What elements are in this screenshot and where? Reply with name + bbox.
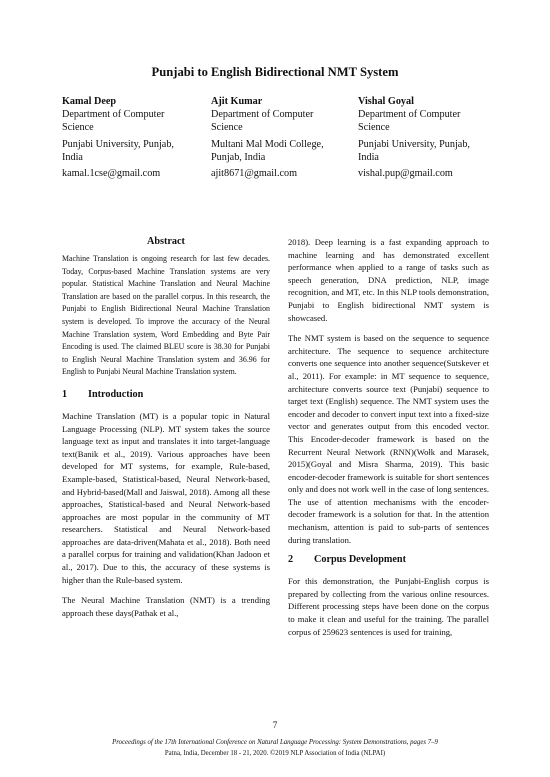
- author-affiliation: Multani Mal Modi College, Punjab, India: [211, 138, 324, 163]
- section-title: Corpus Development: [314, 554, 406, 566]
- paper-title: Punjabi to English Bidirectional NMT System: [151, 65, 399, 79]
- intro-paragraph-3: The NMT system is based on the sequence to sequence architecture. The sequence to sequence architecture converts one sequence into another sequence(Sutskever et al., 2011). For example: in MT sequence to sequence, architecture converts source text (Punjabi) sequence to target text (English) sequence. The NMT system uses the encoder and decoder to convert input text into a fixed-size vector and generates output from this encoded vector. This Encoder-decoder framework is based on the Recurrent Neural Network (RNN)(Wołk and Marasek, 2015)(Goyal and Misra Sharma, 2019). This basic encoder-decoder framework is suitable for short sentences only and does not work well in the case of long sentences. The use of attention mechanisms with the encoder-decoder framework is a solution for that. In the attention mechanism, attention is paid to sub-parts of sentences during translation.: [288, 333, 489, 545]
- section-number: 2: [288, 554, 294, 566]
- author-block-1: [62, 95, 197, 180]
- author-affiliation: Punjabi University, Punjab, India: [358, 138, 470, 163]
- footer-line-1: Proceedings of the 17th International Conference on Natural Language Processing: System Demonstrations, pages 7–9: [112, 739, 438, 746]
- author-department: Department of Computer Science: [211, 109, 314, 134]
- author-name: Ajit Kumar: [211, 96, 263, 107]
- footer-line-2: Patna, India, December 18 - 21, 2020. ©2019 NLP Association of India (NLPAI): [164, 750, 386, 757]
- author-email: ajit8671@gmail.com: [211, 168, 298, 180]
- author-name: Kamal Deep: [62, 96, 117, 107]
- author-block-2: [211, 95, 346, 180]
- author-department: Department of Computer Science: [358, 109, 461, 134]
- corpus-paragraph-1: For this demonstration, the Punjabi-English corpus is prepared by collecting from the various online resources. Different processing steps have been done on the corpus to make it clean and useful for the training. The parallel corpus of 259623 sentences is used for training,: [288, 576, 489, 637]
- author-name: Vishal Goyal: [358, 96, 414, 107]
- author-email: vishal.pup@gmail.com: [358, 168, 453, 180]
- section-heading-corpus: [288, 554, 489, 565]
- abstract-heading: Abstract: [147, 236, 185, 247]
- author-department: Department of Computer Science: [62, 109, 165, 134]
- page-number: 7: [272, 720, 278, 730]
- section-number: 1: [62, 388, 68, 400]
- author-block-3: [358, 95, 493, 180]
- left-column: [62, 236, 270, 627]
- intro-paragraph-1: Machine Translation (MT) is a popular topic in Natural Language Processing (NLP). MT system takes the source language text as input and translates it into target-language text(Banik et al., 2019). Various approaches have been developed for MT systems, for example, Rule-based, Example-based, Statistical-based, Neural Network-based, and Hybrid-based(Mall and Jaiswal, 2018). Among all these approaches, Statistical-based and Neural Network-based approaches are most popular in the community of MT researchers. Statistical and Neural Network-based approaches are data-driven(Mahata et al., 2018). Both need a parallel corpus for training and validation(Khan Jadoon et al., 2017). Due to this, the accuracy of these systems is higher than the Rule-based system.: [62, 410, 270, 585]
- section-title: Introduction: [88, 388, 144, 400]
- author-email: kamal.1cse@gmail.com: [62, 168, 161, 180]
- author-affiliation: Punjabi University, Punjab, India: [62, 138, 174, 163]
- intro-paragraph-2-end: 2018). Deep learning is a fast expanding approach to machine learning and has demonstrated excellent performance when applied to a range of tasks such as speech generation, DNA prediction, NLP, image recognition, and MT, etc. In this NLP tools demonstration, Punjabi to English bidirectional NMT system is showcased.: [288, 237, 489, 323]
- section-heading-introduction: [62, 389, 270, 400]
- intro-paragraph-2-start: The Neural Machine Translation (NMT) is a trending approach these days(Pathak et al.,: [62, 595, 270, 618]
- proceedings-footer: [40, 737, 510, 759]
- abstract-text: Machine Translation is ongoing research for last few decades. Today, Corpus-based Machine Translation systems are very popular. Statistical Machine Translation and Neural Machine Translation are based on the parallel corpus. In this research, the Punjabi to English Bidirectional Neural Machine Translation system is developed. To improve the accuracy of the Neural Machine Translation system, Word Embedding and Byte Pair Encoding is used. The claimed BLEU score is 38.30 for Punjabi to English Neural Machine Translation system and 36.96 for English to Punjabi Neural Machine Translation system.: [62, 254, 270, 377]
- right-column: [288, 236, 489, 646]
